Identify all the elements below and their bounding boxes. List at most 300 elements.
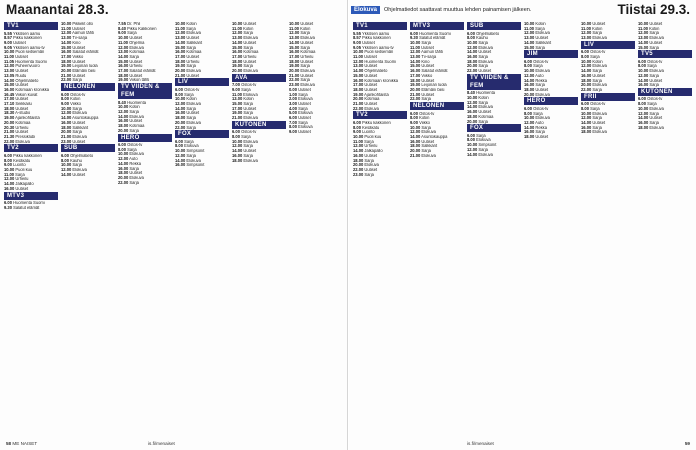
footer-url: is.fi/menaiset	[148, 441, 175, 446]
program-time: 13.00	[524, 36, 535, 41]
program-time: 9.30	[4, 205, 12, 210]
program-title: Sarja	[364, 158, 374, 163]
program-time: 14.00	[232, 40, 243, 45]
program-time: 18.00	[289, 59, 300, 64]
program-listing	[524, 135, 578, 140]
program-time: 18.00	[4, 106, 15, 111]
program-time: 8.00	[467, 36, 475, 41]
program-time: 18.00	[524, 135, 535, 140]
program-time: 19.00	[118, 78, 129, 83]
channel-header: LIV	[581, 41, 635, 49]
program-time: 11.00	[353, 139, 364, 144]
program-title: Uutiset	[592, 120, 606, 125]
program-title: Kotiin	[129, 105, 140, 110]
program-time: 20.00	[581, 83, 592, 88]
program-title: Elokuva	[298, 97, 313, 102]
program-time: 8.57	[353, 36, 361, 41]
program-time: 8.00	[118, 147, 126, 152]
program-title: Viikko	[70, 102, 81, 107]
program-time: 14.00	[4, 78, 15, 83]
program-title: Salatut elämät	[421, 69, 448, 74]
program-time: 22.00	[581, 87, 592, 92]
program-time: 14.00	[581, 120, 592, 125]
program-title: Uutiset	[72, 26, 85, 31]
program-title: Uutiset	[478, 50, 492, 55]
program-title: Uutiset	[300, 59, 314, 64]
program-title: Sarja	[127, 31, 137, 36]
listing-column	[289, 22, 343, 432]
program-title: Uutiset	[243, 22, 257, 26]
program-time: 14.00	[175, 158, 186, 163]
program-title: Sarja	[478, 119, 488, 124]
program-time: 14.00	[524, 78, 535, 83]
program-time: 16.00	[524, 83, 535, 88]
program-title: Sarja	[72, 130, 82, 135]
program-time: 13.00	[61, 36, 72, 41]
program-title: Elokuva	[364, 163, 379, 168]
program-time: 18.00	[232, 59, 243, 64]
program-time: 16.00	[175, 111, 186, 116]
program-title: Salkkarit	[186, 40, 203, 45]
program-title: Salkkarit	[535, 40, 552, 45]
program-time: 17.00	[353, 83, 364, 88]
program-time: 14.00	[289, 40, 300, 45]
program-time: 10.00	[118, 105, 129, 110]
program-title: Viikko	[72, 54, 84, 59]
program-title: Uutiset	[298, 116, 311, 121]
program-time: 20.00	[289, 69, 300, 74]
program-title: Elokuva	[592, 111, 607, 116]
program-title: Pikku kakkonen	[362, 36, 391, 41]
program-title: Sarja	[592, 69, 602, 74]
program-title: Simpsonit	[186, 163, 205, 168]
program-time: 20.00	[353, 97, 364, 102]
program-time: 15.00	[118, 59, 129, 64]
program-time: 8.00	[524, 64, 532, 69]
program-title: Sarja	[592, 125, 602, 130]
program-time: 19.00	[4, 116, 15, 121]
program-title: Jalkapallo	[364, 149, 383, 154]
program-time: 15.00	[232, 102, 243, 107]
program-time: 6.00	[467, 133, 475, 138]
program-title: Salatut elämät	[129, 69, 156, 74]
program-title: Sarja	[590, 55, 600, 60]
program-title: Elokuva	[243, 139, 258, 144]
program-title: Uutiset	[649, 78, 663, 83]
program-title: Elokuva	[300, 83, 315, 88]
program-title: Asuntokauppa	[421, 135, 448, 140]
program-title: Elokuva	[535, 92, 550, 97]
program-listing	[118, 181, 172, 186]
program-title: Sarja	[184, 92, 194, 97]
program-time: 5.55	[4, 31, 12, 36]
program-time: 9.00	[289, 130, 297, 135]
program-time: 12.00	[410, 50, 421, 55]
program-title: Pressiklubi	[15, 134, 36, 139]
program-title: Kotiin	[243, 97, 254, 102]
program-title: Sarja	[186, 153, 196, 158]
program-time: 10.00	[467, 96, 478, 101]
program-title: Huomenta Suomi	[15, 59, 47, 64]
program-title: Sarja	[15, 172, 25, 177]
program-title: Sarja	[592, 78, 602, 83]
program-time: 22.00	[289, 78, 300, 83]
program-title: Leijonan luola	[421, 83, 447, 88]
program-title: Sarja	[478, 55, 488, 60]
program-title: Sarja	[186, 116, 196, 121]
program-time: 20.00	[467, 64, 478, 69]
program-title: Uutiset	[478, 69, 492, 74]
program-time: 14.00	[61, 116, 72, 121]
program-time: 12.00	[232, 144, 243, 149]
program-time: 8.40	[467, 91, 475, 96]
program-title: Kotimaan kronikka	[15, 87, 50, 92]
program-time: 8.00	[61, 97, 69, 102]
program-title: Kotiin	[186, 97, 197, 102]
program-time: 19.00	[353, 92, 364, 97]
program-title: Uutiset	[15, 69, 29, 74]
program-title: Uutiset	[186, 73, 200, 78]
program-title: Tv-sarja	[72, 36, 88, 41]
program-time: 6.00	[175, 87, 183, 92]
program-time: 16.00	[353, 78, 364, 83]
program-time: 20.00	[118, 128, 129, 133]
program-title: Salkkarit	[421, 144, 438, 149]
program-time: 20.00	[61, 69, 72, 74]
program-time: 21.00	[353, 102, 364, 107]
program-title: Sarja	[364, 172, 374, 177]
program-title: Sarja	[649, 111, 659, 116]
program-time: 11.00	[232, 92, 243, 97]
program-title: Elokuva	[478, 105, 493, 110]
program-title: Rekka	[535, 78, 547, 83]
program-title: A-studio	[15, 111, 31, 116]
channel-header: TV1	[4, 22, 58, 30]
program-title: Kotiin	[243, 26, 254, 31]
program-time: 19.00	[232, 111, 243, 116]
program-title: Ykkösen aamu-tv	[13, 45, 45, 50]
listing-column	[467, 22, 521, 432]
program-time: 16.00	[232, 50, 243, 55]
program-title: Elokuva	[649, 125, 664, 130]
program-time: 8.00	[638, 102, 646, 107]
program-title: Sarja	[535, 83, 545, 88]
program-time: 6.00	[638, 59, 646, 64]
footer-page-number	[6, 441, 37, 446]
program-title: Elokuva	[592, 130, 607, 135]
program-time: 11.00	[410, 45, 421, 50]
program-title: Kotimaa	[243, 50, 259, 55]
program-title: Sarja	[478, 64, 488, 69]
program-time: 0.00	[289, 87, 297, 92]
program-title: Elokuva	[476, 138, 491, 143]
program-title: Uutiset	[72, 139, 86, 144]
program-time: 6.00	[61, 92, 69, 97]
program-title: Sarja	[127, 147, 137, 152]
program-title: Uutiset	[129, 36, 143, 41]
listing-columns	[353, 22, 692, 432]
program-time: 15.00	[353, 73, 364, 78]
program-title: Huomenta Suomi	[13, 201, 45, 205]
channel-header: HERO	[118, 134, 172, 142]
program-time: 17.00	[61, 54, 72, 59]
program-title: Elokuva	[186, 69, 201, 74]
promo-text: Ohjelmatiedot saattavat muuttua lehden painamisen jälkeen.	[384, 6, 532, 13]
listing-column	[638, 22, 692, 432]
program-title: Ostos-tv	[533, 106, 549, 111]
program-title: Uutiset	[186, 54, 200, 59]
program-title: Huomenta	[476, 91, 495, 96]
program-title: Elokuva	[72, 134, 87, 139]
program-title: Urheilu	[300, 54, 314, 59]
channel-header: TV2	[4, 144, 58, 152]
program-title: Uutiset	[364, 55, 377, 60]
program-time: 16.00	[353, 153, 364, 158]
program-title: Kotiin	[300, 26, 311, 31]
program-time: 10.00	[61, 163, 72, 168]
program-title: Uutiset	[364, 83, 378, 88]
program-title: Ykkösen aamu	[13, 31, 41, 36]
program-title: Auto	[535, 73, 544, 78]
program-time: 8.00	[232, 135, 240, 140]
program-time: 2.00	[289, 97, 297, 102]
program-title: Ohjelmatieto	[476, 31, 500, 36]
program-title: Jalkapallo	[15, 182, 34, 187]
program-title: Elokuva	[129, 175, 144, 180]
program-time: 12.00	[61, 111, 72, 116]
program-time: 9.00	[118, 31, 126, 36]
program-title: Elokuva	[592, 64, 607, 69]
channel-header: JIM	[524, 50, 578, 58]
program-time: 14.00	[410, 135, 421, 140]
program-title: Sarja	[243, 64, 253, 69]
program-title: Simpsonit	[478, 143, 497, 148]
program-title: Puoli kuu	[15, 167, 33, 172]
program-time: 12.00	[175, 153, 186, 158]
program-time: 17.00	[175, 54, 186, 59]
program-time: 15.00	[289, 45, 300, 50]
program-title: Viikko	[419, 120, 430, 125]
program-title: Uutiset	[243, 149, 257, 154]
program-time: 17.10	[4, 102, 15, 107]
program-time: 10.00	[638, 106, 649, 111]
program-title: Uutiset	[649, 22, 663, 26]
listing-column	[232, 22, 286, 432]
program-title: Elokuva	[243, 92, 258, 97]
program-time: 6.00	[4, 153, 12, 158]
program-time: 20.00	[410, 87, 421, 92]
program-title: Ostos-tv	[70, 92, 86, 97]
program-time: 18.00	[581, 130, 592, 135]
program-title: Aamun tähti	[72, 31, 95, 36]
listing-column	[118, 22, 172, 432]
program-title: Sarja	[647, 64, 657, 69]
program-time: 14.00	[175, 106, 186, 111]
program-title: Elämäni biisi	[421, 87, 445, 92]
program-time: 18.00	[581, 78, 592, 83]
program-title: Sarja	[300, 45, 310, 50]
program-time: 12.00	[289, 31, 300, 36]
program-time: 9.05	[4, 45, 12, 50]
program-time: 10.00	[467, 40, 478, 45]
program-time: 9.00	[410, 120, 418, 125]
program-title: Sarja	[649, 73, 659, 78]
program-time: 18.00	[118, 73, 129, 78]
program-time: 16.00	[638, 120, 649, 125]
program-time: 12.00	[4, 177, 15, 182]
program-time: 18.00	[232, 158, 243, 163]
program-time: 12.00	[467, 100, 478, 105]
program-title: Sarja	[533, 111, 543, 116]
program-title: Aamun tähti	[421, 50, 444, 55]
program-title: Luonto	[362, 130, 375, 135]
program-time: 10.00	[232, 139, 243, 144]
program-time: 9.00	[353, 40, 361, 45]
program-title: Salkkarit	[72, 125, 89, 130]
program-time: 10.00	[581, 22, 592, 26]
program-title: Viikon tähti	[129, 78, 150, 83]
program-time: 10.00	[232, 22, 243, 26]
program-time: 21.00	[410, 92, 421, 97]
program-time: 13.00	[4, 69, 15, 74]
program-time: 14.00	[353, 69, 364, 74]
program-time: 19.00	[61, 64, 72, 69]
right-page	[349, 0, 696, 450]
program-time: 5.55	[353, 31, 361, 36]
program-title: Auto	[129, 157, 138, 162]
program-time: 15.00	[410, 64, 421, 69]
program-title: Kesäkatu	[13, 158, 31, 163]
program-time: 21.00	[175, 73, 186, 78]
program-title: Elokuva	[649, 106, 664, 111]
program-time: 12.00	[410, 130, 421, 135]
program-time: 16.00	[524, 130, 535, 135]
program-title: Uutiset	[535, 87, 549, 92]
program-title: Uutiset	[535, 36, 549, 41]
program-title: Ostos-tv	[647, 97, 663, 102]
program-listing	[61, 173, 115, 178]
program-time: 16.00	[175, 50, 186, 55]
program-title: Leijonan luola	[72, 64, 98, 69]
program-title: Kotiin	[535, 22, 546, 26]
program-time: 20.00	[175, 120, 186, 125]
program-time: 18.00	[175, 116, 186, 121]
program-title: Ruutu	[15, 73, 27, 78]
program-title: Sarja	[478, 40, 488, 45]
program-title: Sarja	[298, 92, 308, 97]
program-title: Sarja	[590, 106, 600, 111]
program-time: 3.00	[289, 101, 297, 106]
program-time: 8.00	[410, 116, 418, 121]
program-title: Uutiset	[592, 73, 606, 78]
program-title: Uutiset	[243, 106, 257, 111]
program-time: 16.00	[61, 120, 72, 125]
program-title: Ostos-tv	[184, 87, 200, 92]
program-listing	[4, 206, 58, 211]
program-time: 10.00	[467, 143, 478, 148]
program-time: 16.00	[581, 125, 592, 130]
program-listing	[232, 159, 286, 164]
program-time: 20.00	[232, 69, 243, 74]
program-time: 16.00	[118, 64, 129, 69]
program-title: Seikkailu	[15, 102, 32, 107]
program-time: 20.30	[4, 125, 15, 130]
promo-bar	[351, 4, 531, 15]
program-title: Pikkelit ollo	[72, 22, 93, 26]
program-time: 15.00	[638, 45, 649, 50]
program-time: 22.00	[175, 125, 186, 130]
program-time: 10.00	[175, 149, 186, 154]
program-title: Kesäkatu	[362, 125, 380, 130]
program-title: Elokuva	[184, 144, 199, 149]
program-time: 18.00	[61, 59, 72, 64]
program-time: 12.00	[61, 167, 72, 172]
program-title: Sarja	[243, 144, 253, 149]
program-time: 14.00	[175, 40, 186, 45]
program-time: 18.30	[4, 111, 15, 116]
program-title: Urheilu	[243, 54, 257, 59]
program-title: Sarja	[186, 125, 196, 130]
program-time: 12.00	[524, 31, 535, 36]
program-time: 6.00	[410, 111, 418, 116]
program-time: 7.00	[289, 120, 297, 125]
program-time: 14.00	[467, 152, 478, 157]
program-time: 18.00	[467, 114, 478, 119]
program-time: 14.00	[638, 78, 649, 83]
program-title: Uutiset	[15, 97, 29, 102]
program-time: 16.00	[4, 186, 15, 191]
program-title: Urheilu	[364, 144, 378, 149]
program-time: 12.00	[467, 45, 478, 50]
program-time: 9.05	[353, 45, 361, 50]
program-time: 23.00	[289, 83, 300, 88]
program-time: 6.00	[4, 201, 12, 205]
program-title: Elokuva	[535, 116, 550, 121]
program-title: Kotiin	[478, 96, 489, 101]
program-time: 11.00	[232, 26, 243, 31]
program-title: Elokuva	[129, 45, 144, 50]
program-title: Elokuva	[243, 69, 258, 74]
program-time: 14.00	[524, 125, 535, 130]
program-time: 12.00	[581, 64, 592, 69]
program-time: 10.00	[581, 59, 592, 64]
magazine-name: ME NAISET	[12, 441, 38, 446]
program-time: 11.00	[524, 26, 535, 31]
program-time: 11.00	[118, 40, 129, 45]
program-time: 11.00	[175, 26, 186, 31]
program-title: Elokuva	[298, 125, 313, 130]
program-time: 12.00	[232, 31, 243, 36]
program-time: 22.00	[61, 78, 72, 83]
listing-column	[410, 22, 464, 432]
program-title: Sarja	[298, 120, 308, 125]
program-title: Elokuva	[15, 139, 30, 144]
program-time: 6.00	[232, 130, 240, 135]
program-time: 17.00	[232, 54, 243, 59]
program-title: Elokuva	[300, 36, 315, 41]
listing-columns	[4, 22, 343, 432]
program-title: Uutiset	[15, 106, 29, 111]
channel-header: LIV	[175, 78, 229, 86]
program-title: Elokuva	[478, 45, 493, 50]
program-time: 18.00	[353, 158, 364, 163]
channel-header: HERO	[524, 97, 578, 105]
program-title: Kotimaa	[300, 50, 316, 55]
program-title: Uutiset	[421, 45, 434, 50]
program-time: 6.00	[353, 120, 361, 125]
program-time: 8.00	[581, 55, 589, 60]
program-time: 14.00	[467, 50, 478, 55]
